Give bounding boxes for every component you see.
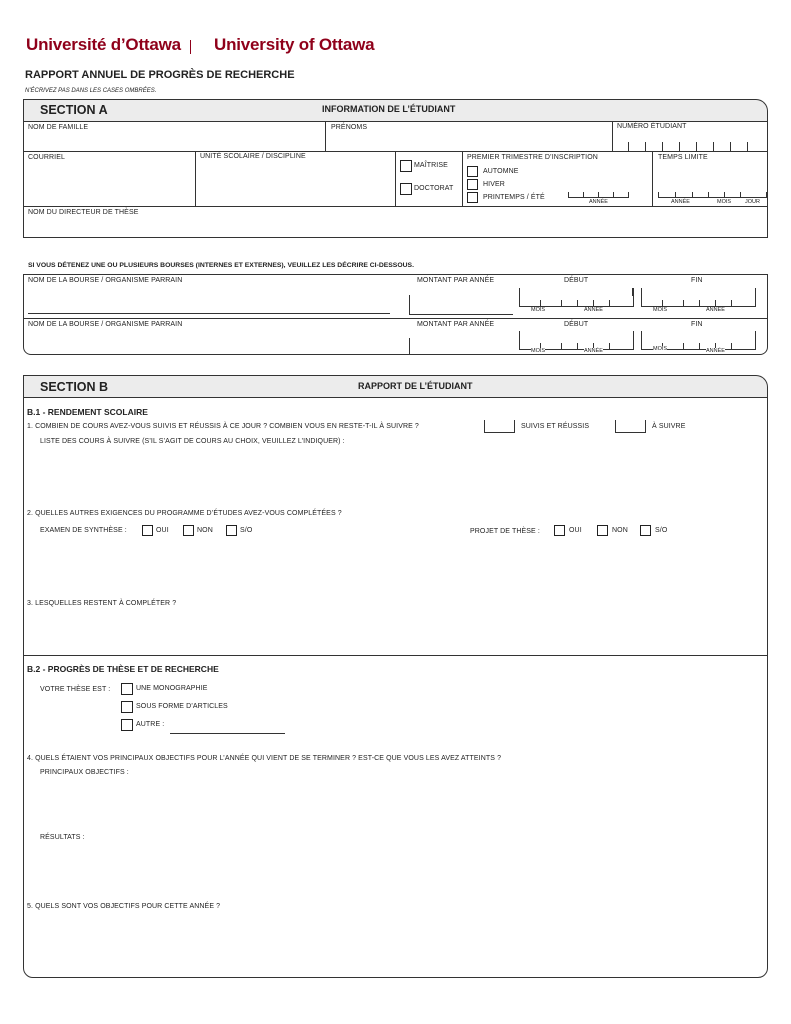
first-term-year-field[interactable] xyxy=(568,190,628,198)
masters-label: MAÎTRISE xyxy=(414,162,448,169)
exam-no-label: NON xyxy=(197,527,213,534)
doctorate-label: DOCTORAT xyxy=(414,185,454,192)
scholarship-1-name-label: NOM DE LA BOURSE / ORGANISME PARRAIN xyxy=(28,277,183,284)
first-term-year-label: ANNÉE xyxy=(589,199,608,205)
spring-summer-checkbox[interactable] xyxy=(467,192,478,203)
unit-label: UNITÉ SCOLAIRE / DISCIPLINE xyxy=(200,153,306,160)
scholarship-2-end-month-label: MOIS xyxy=(653,346,668,352)
student-number-label: NUMÉRO ÉTUDIANT xyxy=(617,123,687,130)
exam-na-label: S/O xyxy=(240,527,253,534)
courses-completed-field[interactable] xyxy=(484,420,515,433)
b1-title: B.1 - RENDEMENT SCOLAIRE xyxy=(27,407,148,417)
time-limit-month-label: MOIS xyxy=(717,199,732,205)
time-limit-day-label: JOUR xyxy=(745,199,760,205)
section-a-title: SECTION A xyxy=(40,103,108,117)
monograph-checkbox[interactable] xyxy=(121,683,133,695)
scholarship-2-end-label: FIN xyxy=(691,321,703,328)
scholarship-1-end-month-label: MOIS xyxy=(653,307,668,313)
shaded-note: N'ÉCRIVEZ PAS DANS LES CASES OMBRÉES. xyxy=(25,88,157,94)
scholarship-1-name-field[interactable] xyxy=(28,295,390,313)
exam-na-checkbox[interactable] xyxy=(226,525,237,536)
scholarship-2-start-month-label: MOIS xyxy=(531,348,546,354)
remaining-label: À SUIVRE xyxy=(652,423,686,430)
section-b-title: SECTION B xyxy=(40,380,109,394)
fall-checkbox[interactable] xyxy=(467,166,478,177)
question-4: 4. QUELS ÉTAIENT VOS PRINCIPAUX OBJECTIFS POUR L’ANNÉE QUI VIENT DE SE TERMINER ? EST-CE QUE VOUS LES AVEZ ATTEINTS ? xyxy=(27,755,502,762)
scholarship-2-start-year-label: ANNÉE xyxy=(584,348,603,354)
current-objectives-field[interactable] xyxy=(40,915,760,970)
scholarship-2-amount-label: MONTANT PAR ANNÉE xyxy=(417,321,495,328)
form-title: RAPPORT ANNUEL DE PROGRÈS DE RECHERCHE xyxy=(25,69,295,81)
thesis-is-label: VOTRE THÈSE EST : xyxy=(40,686,111,693)
scholarship-2-start-label: DÉBUT xyxy=(564,321,589,328)
logo-french: Université d’Ottawa xyxy=(26,35,181,54)
results-field[interactable] xyxy=(40,845,760,900)
exam-yes-label: OUI xyxy=(156,527,169,534)
other-field[interactable] xyxy=(170,722,285,733)
courses-remaining-field[interactable] xyxy=(615,420,646,433)
results-label: RÉSULTATS : xyxy=(40,834,85,841)
exam-yes-checkbox[interactable] xyxy=(142,525,153,536)
monograph-label: UNE MONOGRAPHIE xyxy=(136,685,208,692)
main-objectives-field[interactable] xyxy=(40,780,760,830)
logo-english: University of Ottawa xyxy=(214,35,375,54)
scholarship-2-amount-field[interactable] xyxy=(409,338,513,355)
email-label: COURRIEL xyxy=(28,154,65,161)
unit-field[interactable] xyxy=(195,151,395,206)
project-yes-checkbox[interactable] xyxy=(554,525,565,536)
time-limit-field[interactable] xyxy=(658,190,766,198)
scholarship-2-end-year-label: ANNÉE xyxy=(706,348,725,354)
last-name-label: NOM DE FAMILLE xyxy=(28,124,89,131)
other-checkbox[interactable] xyxy=(121,719,133,731)
winter-label: HIVER xyxy=(483,181,505,188)
exam-no-checkbox[interactable] xyxy=(183,525,194,536)
main-objectives-label: PRINCIPAUX OBJECTIFS : xyxy=(40,769,129,776)
scholarship-2-name-field[interactable] xyxy=(28,332,390,350)
thesis-project-label: PROJET DE THÈSE : xyxy=(470,528,540,535)
time-limit-year-label: ANNÉE xyxy=(671,199,690,205)
project-no-checkbox[interactable] xyxy=(597,525,608,536)
scholarship-1-amount-field[interactable] xyxy=(409,295,513,315)
section-a-subtitle: INFORMATION DE L’ÉTUDIANT xyxy=(322,104,456,114)
question-1: 1. COMBIEN DE COURS AVEZ-VOUS SUIVIS ET RÉUSSIS À CE JOUR ? COMBIEN VOUS EN RESTE-T-IL À SUIVRE ? xyxy=(27,423,419,430)
scholarship-1-amount-label: MONTANT PAR ANNÉE xyxy=(417,277,495,284)
completed-label: SUIVIS ET RÉUSSIS xyxy=(521,423,590,430)
articles-checkbox[interactable] xyxy=(121,701,133,713)
student-number-field[interactable] xyxy=(612,139,768,151)
time-limit-label: TEMPS LIMITE xyxy=(658,154,708,161)
project-na-checkbox[interactable] xyxy=(640,525,651,536)
scholarship-1-start-month-label: MOIS xyxy=(531,307,546,313)
supervisor-label: NOM DU DIRECTEUR DE THÈSE xyxy=(28,209,139,216)
first-names-label: PRÉNOMS xyxy=(331,124,368,131)
question-2: 2. QUELLES AUTRES EXIGENCES DU PROGRAMME D’ÉTUDES AVEZ-VOUS COMPLÉTÉES ? xyxy=(27,510,342,517)
last-name-field[interactable] xyxy=(23,121,325,151)
other-label: AUTRE : xyxy=(136,721,165,728)
question-3: 3. LESQUELLES RESTENT À COMPLÉTER ? xyxy=(27,600,177,607)
scholarships-intro: SI VOUS DÉTENEZ UNE OU PLUSIEURS BOURSES (INTERNES ET EXTERNES), VEUILLEZ LES DÉCRIRE CI-DESSOUS. xyxy=(28,262,414,269)
section-b-subtitle: RAPPORT DE L’ÉTUDIANT xyxy=(358,381,473,391)
articles-label: SOUS FORME D’ARTICLES xyxy=(136,703,228,710)
remaining-requirements-field[interactable] xyxy=(40,612,760,652)
scholarship-1-start-year-label: ANNÉE xyxy=(584,307,603,313)
project-no-label: NON xyxy=(612,527,628,534)
project-na-label: S/O xyxy=(655,527,668,534)
doctorate-checkbox[interactable] xyxy=(400,183,412,195)
scholarship-1-end-label: FIN xyxy=(691,277,703,284)
first-names-field[interactable] xyxy=(325,121,612,151)
supervisor-field[interactable] xyxy=(23,206,768,238)
courses-list-field[interactable] xyxy=(40,450,760,505)
winter-checkbox[interactable] xyxy=(467,179,478,190)
scholarship-1-start-label: DÉBUT xyxy=(564,277,589,284)
first-term-label: PREMIER TRIMESTRE D’INSCRIPTION xyxy=(467,154,598,161)
courses-list-label: LISTE DES COURS À SUIVRE (S’IL S’AGIT DE COURS AU CHOIX, VEUILLEZ L’INDIQUER) : xyxy=(40,438,345,445)
logo-separator xyxy=(190,40,191,54)
spring-summer-label: PRINTEMPS / ÉTÉ xyxy=(483,194,545,201)
project-yes-label: OUI xyxy=(569,527,582,534)
email-field[interactable] xyxy=(23,151,195,206)
b2-title: B.2 - PROGRÈS DE THÈSE ET DE RECHERCHE xyxy=(27,664,219,674)
masters-checkbox[interactable] xyxy=(400,160,412,172)
scholarship-2-name-label: NOM DE LA BOURSE / ORGANISME PARRAIN xyxy=(28,321,183,328)
scholarship-1-end-year-label: ANNÉE xyxy=(706,307,725,313)
fall-label: AUTOMNE xyxy=(483,168,519,175)
comprehensive-exam-label: EXAMEN DE SYNTHÈSE : xyxy=(40,527,127,534)
question-5: 5. QUELS SONT VOS OBJECTIFS POUR CETTE ANNÉE ? xyxy=(27,903,221,910)
